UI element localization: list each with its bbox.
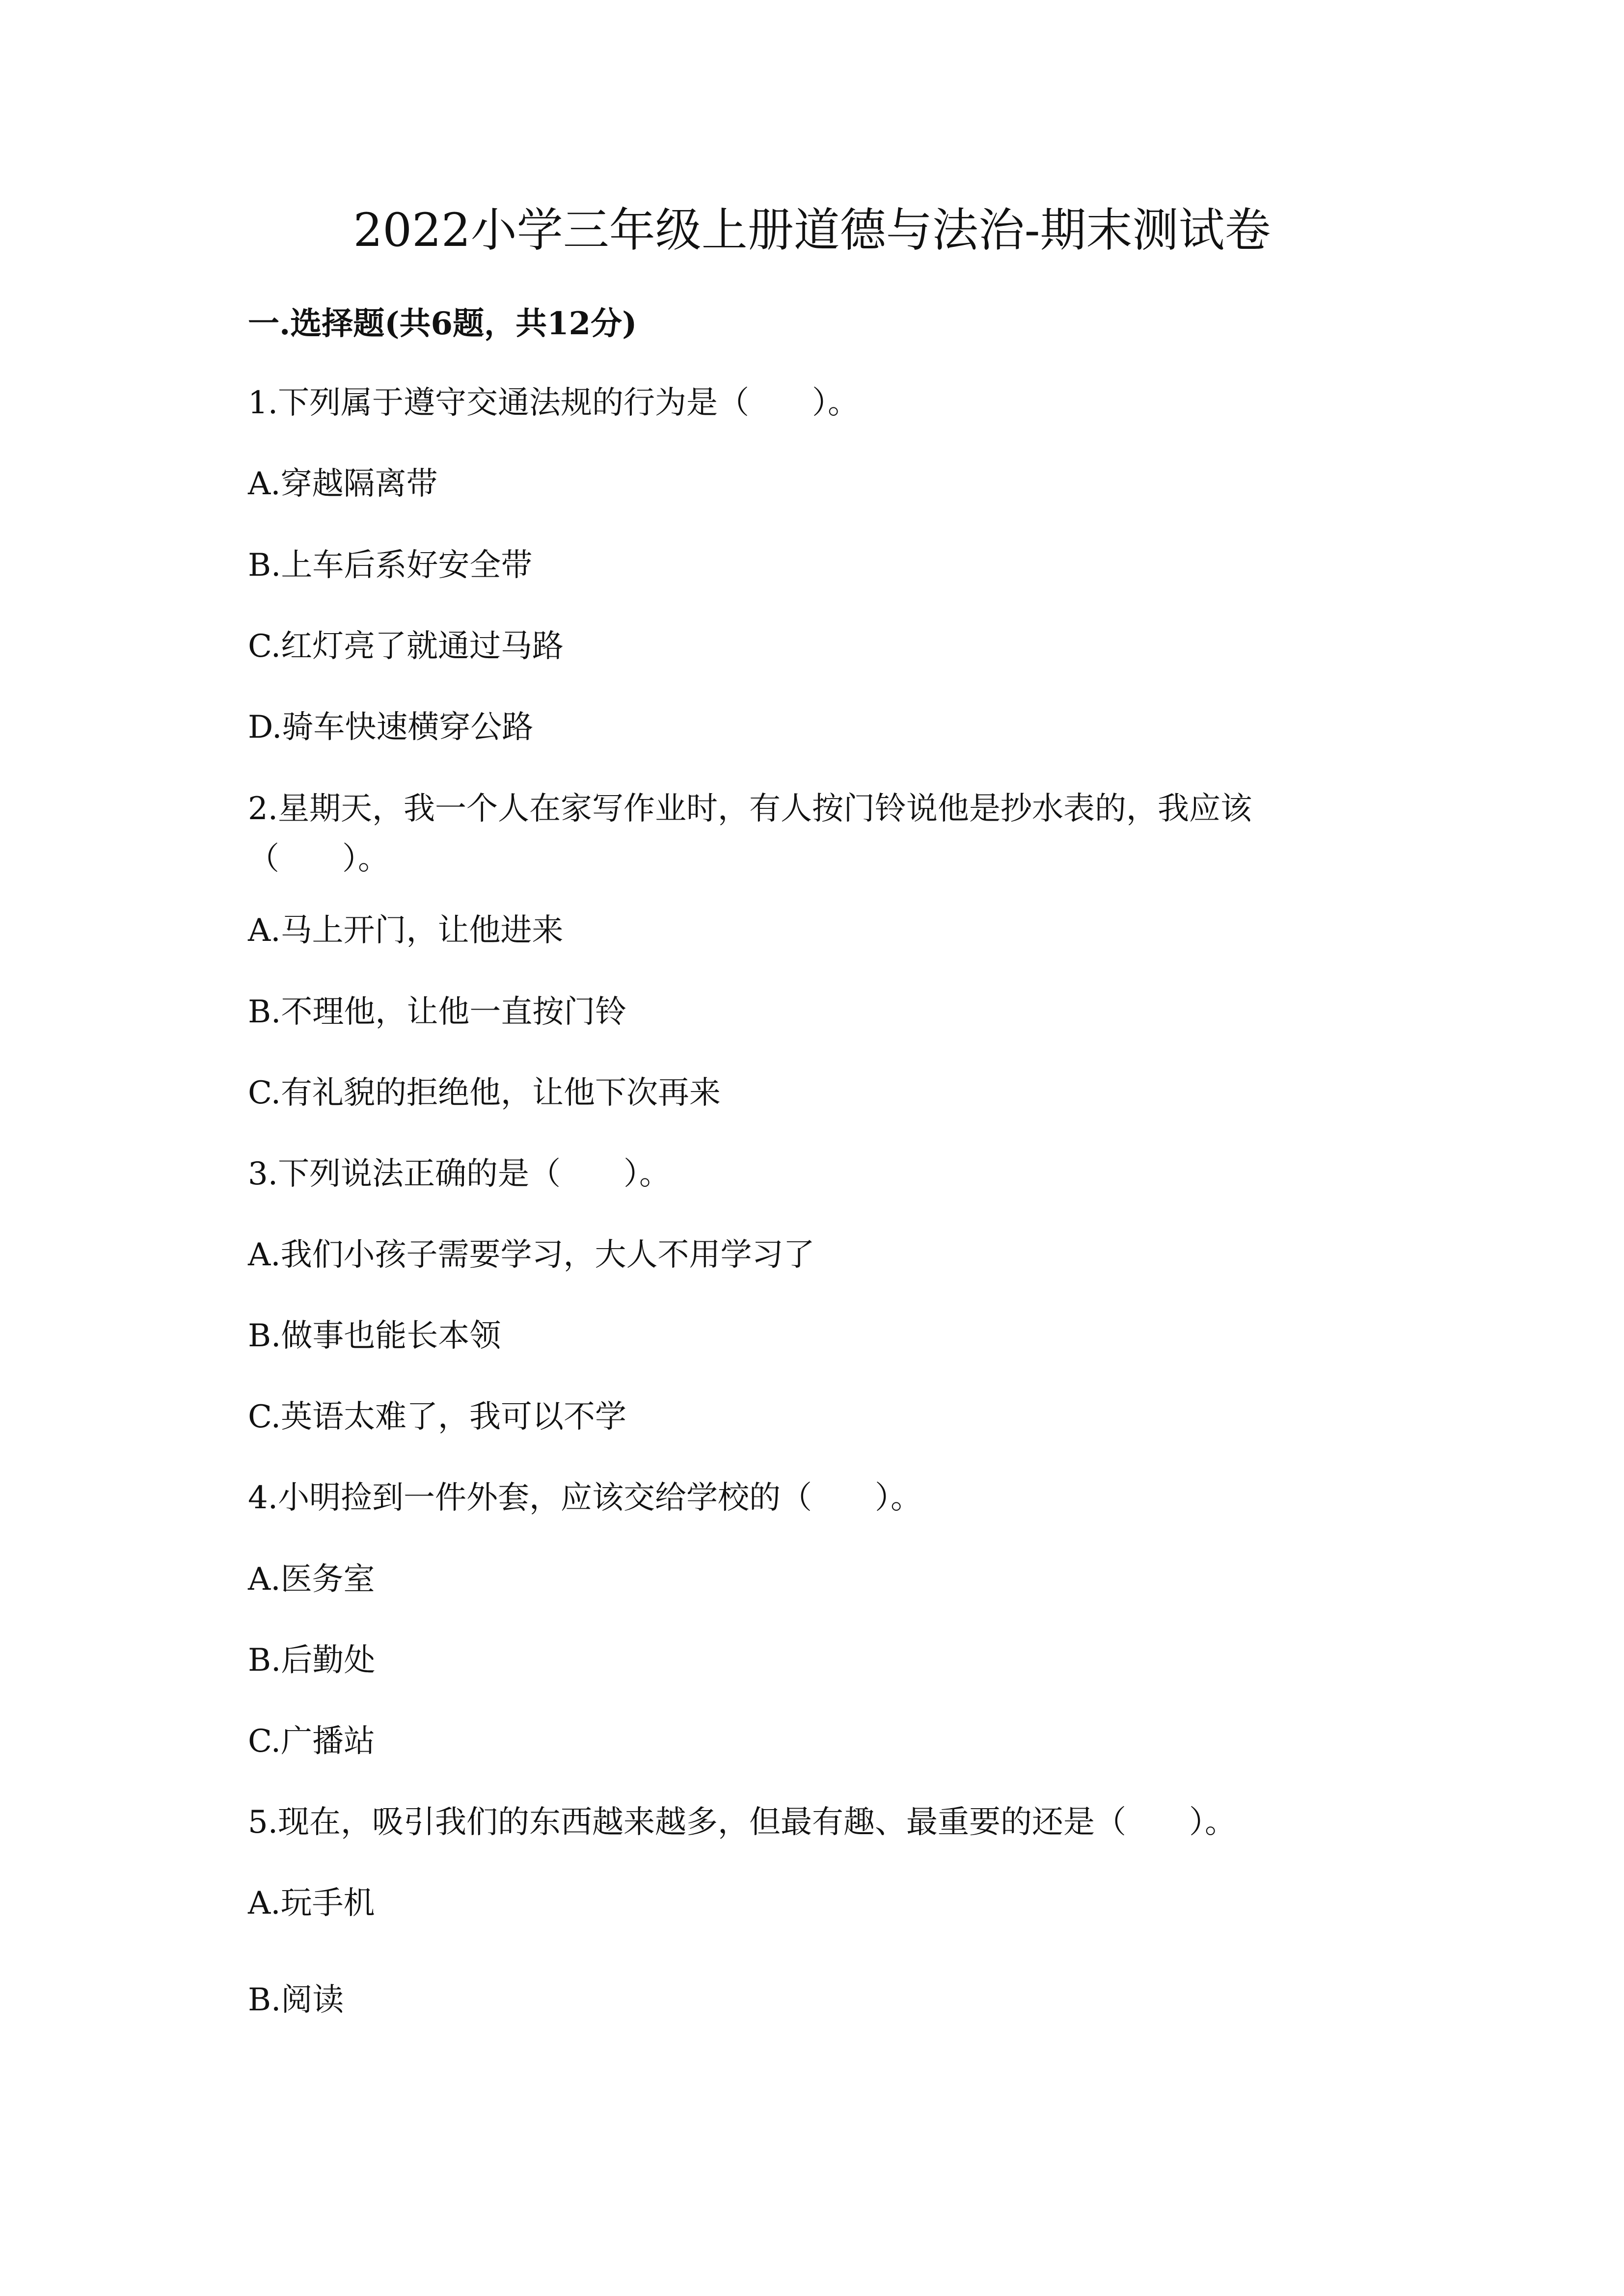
question-4-option-b: B.后勤处 bbox=[248, 1642, 376, 1679]
question-1-option-b: B.上车后系好安全带 bbox=[248, 547, 533, 584]
question-5-stem: 5.现在，吸引我们的东西越来越多，但最有趣、最重要的还是（ ）。 bbox=[248, 1804, 1237, 1841]
section-heading: 一.选择题(共6题，共12分) bbox=[248, 305, 637, 342]
question-2-option-c: C.有礼貌的拒绝他，让他下次再来 bbox=[248, 1075, 721, 1111]
question-4-option-a: A.医务室 bbox=[248, 1561, 375, 1598]
question-2-stem: 2.星期天，我一个人在家写作业时，有人按门铃说他是抄水表的，我应该（ ）。 bbox=[248, 791, 1252, 877]
question-2-option-a: A.马上开门，让他进来 bbox=[248, 912, 564, 949]
question-1-option-d: D.骑车快速横穿公路 bbox=[248, 709, 534, 746]
question-4-option-c: C.广播站 bbox=[248, 1723, 376, 1760]
question-5-option-b: B.阅读 bbox=[248, 1982, 344, 2018]
question-2-option-b: B.不理他，让他一直按门铃 bbox=[248, 994, 627, 1030]
question-3-stem: 3.下列说法正确的是（ ）。 bbox=[248, 1156, 671, 1192]
question-3-option-c: C.英语太难了，我可以不学 bbox=[248, 1399, 627, 1435]
question-1-option-a: A.穿越隔离带 bbox=[248, 466, 438, 502]
question-1-option-c: C.红灯亮了就通过马路 bbox=[248, 628, 564, 665]
question-1-stem: 1.下列属于遵守交通法规的行为是（ ）。 bbox=[248, 385, 860, 421]
question-3-option-b: B.做事也能长本领 bbox=[248, 1318, 501, 1354]
question-4-stem: 4.小明捡到一件外套，应该交给学校的（ ）。 bbox=[248, 1480, 922, 1516]
question-3-option-a: A.我们小孩子需要学习，大人不用学习了 bbox=[248, 1237, 815, 1273]
question-5-option-a: A.玩手机 bbox=[248, 1885, 375, 1922]
page-title: 2022小学三年级上册道德与法治-期末测试卷 bbox=[353, 204, 1271, 257]
